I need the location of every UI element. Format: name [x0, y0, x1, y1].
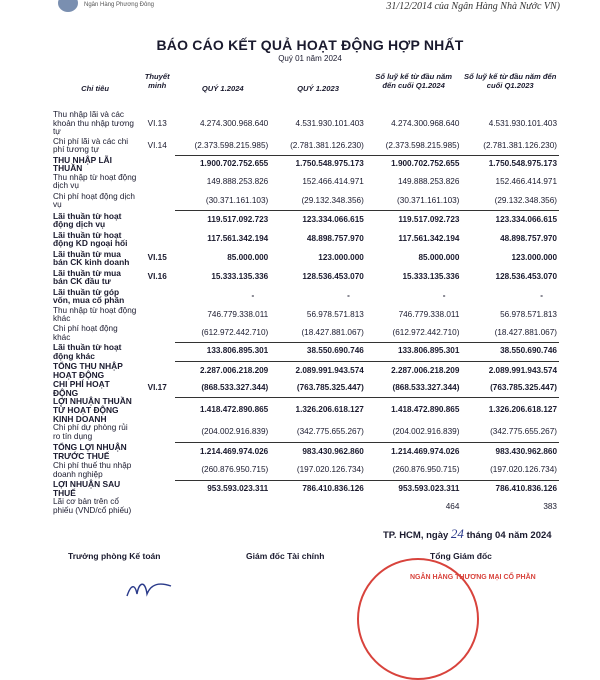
- row-label: Lãi thuần từ mua bán CK kinh doanh: [53, 248, 130, 268]
- row-value-ytd-2023: (29.132.348.356): [494, 195, 557, 205]
- row-value-ytd-2023: 123.334.066.615: [461, 211, 559, 230]
- row-value-ytd-2024: 133.806.895.301: [366, 342, 462, 361]
- row-label: Thu nhập từ hoạt động khác: [53, 305, 137, 324]
- row-label: Chi phí dự phòng rủi ro tín dụng: [53, 423, 128, 441]
- row-value-q1-2023: 1.750.548.975.173: [270, 156, 366, 173]
- signature-scribble-icon: [125, 574, 175, 600]
- signature-finance: Giám đốc Tài chính: [246, 551, 325, 561]
- row-note: VI.15: [147, 253, 167, 263]
- table-row: [51, 497, 559, 516]
- row-note: [139, 342, 175, 361]
- table-row: [51, 268, 559, 287]
- row-note: [139, 287, 175, 306]
- row-value-q1-2024: [175, 497, 270, 516]
- row-value-q1-2024: 15.333.135.336: [211, 272, 269, 282]
- row-value-q1-2024: (2.373.598.215.985): [194, 140, 269, 150]
- row-label: Chi phí thuế thu nhập doanh nghiệp: [53, 461, 132, 479]
- bank-logo: [58, 0, 168, 14]
- report-title: BÁO CÁO KẾT QUẢ HOẠT ĐỘNG HỢP NHẤT: [156, 37, 464, 53]
- row-value-ytd-2023: (342.775.655.267): [490, 427, 557, 437]
- table-row: [51, 156, 559, 173]
- row-value-q1-2023: 152.466.414.971: [302, 177, 364, 187]
- row-value-q1-2024: (204.002.916.839): [201, 427, 269, 437]
- row-value-q1-2023: -: [347, 291, 350, 301]
- column-header-ytd-2023: Số luỹ kế từ đầu năm đến cuối Q1.2023: [464, 72, 557, 90]
- row-label: TỔNG LỢI NHUẬN TRƯỚC THUẾ: [53, 442, 127, 461]
- table-row: [51, 137, 559, 156]
- row-value-ytd-2023: (197.020.126.734): [490, 465, 557, 475]
- row-label: Lãi thuần từ góp vốn, mua cổ phần: [53, 286, 125, 306]
- row-value-ytd-2023: 38.550.690.746: [461, 342, 559, 361]
- regulation-note: 31/12/2014 của Ngân Hàng Nhà Nước VN): [386, 1, 560, 12]
- row-note: [139, 461, 175, 480]
- row-value-ytd-2023: -: [540, 291, 543, 301]
- row-value-ytd-2024: 464: [445, 501, 460, 511]
- row-value-q1-2024: 1.900.702.752.655: [175, 156, 270, 173]
- row-value-q1-2024: 1.418.472.890.865: [175, 397, 270, 423]
- income-statement-table: [51, 73, 559, 516]
- row-value-q1-2024: 2.287.006.218.209: [175, 361, 270, 380]
- row-value-ytd-2024: 1.900.702.752.655: [366, 156, 462, 173]
- table-row: [51, 306, 559, 325]
- row-value-ytd-2023: 983.430.962.860: [461, 442, 559, 461]
- table-row: [51, 249, 559, 268]
- row-value-ytd-2024: (260.876.950.715): [392, 465, 460, 475]
- row-note: [139, 306, 175, 325]
- date-day: 24: [450, 526, 464, 541]
- row-label: CHI PHÍ HOẠT ĐỘNG: [53, 379, 110, 398]
- table-row: [51, 397, 559, 423]
- row-note: [139, 211, 175, 230]
- row-value-ytd-2023: 128.536.453.070: [495, 272, 557, 282]
- row-label: Lãi thuần từ mua bán CK đầu tư: [53, 267, 121, 287]
- row-label: Chi phí hoạt động dịch vụ: [53, 191, 135, 210]
- signature-accounting: Trưởng phòng Kế toán: [68, 551, 161, 561]
- row-label: LỢI NHUẬN THUẦN TỪ HOẠT ĐỘNG KINH DOANH: [53, 396, 132, 424]
- table-row: [51, 325, 559, 342]
- table-row: [51, 287, 559, 306]
- row-value-ytd-2023: (18.427.881.067): [494, 328, 557, 338]
- row-value-q1-2023: (763.785.325.447): [296, 383, 364, 393]
- signature-ceo: Tổng Giám đốc: [430, 551, 492, 561]
- row-value-ytd-2023: (763.785.325.447): [490, 383, 557, 393]
- row-value-q1-2024: 4.274.300.968.640: [199, 118, 269, 128]
- row-label: TỔNG THU NHẬP HOẠT ĐỘNG: [53, 361, 123, 380]
- row-value-ytd-2023: 1.326.206.618.127: [461, 397, 559, 423]
- row-value-ytd-2023: 48.898.757.970: [500, 234, 557, 244]
- row-value-q1-2023: (29.132.348.356): [301, 195, 364, 205]
- row-value-q1-2023: 123.000.000: [318, 253, 364, 263]
- row-value-q1-2024: 119.517.092.723: [175, 211, 270, 230]
- row-value-q1-2023: (18.427.881.067): [301, 328, 364, 338]
- row-value-ytd-2024: 119.517.092.723: [366, 211, 462, 230]
- date-suffix: tháng 04 năm 2024: [466, 530, 552, 541]
- row-value-ytd-2024: 15.333.135.336: [402, 272, 460, 282]
- row-value-q1-2023: (197.020.126.734): [296, 465, 364, 475]
- row-value-q1-2023: [270, 497, 366, 516]
- table-row: [51, 111, 559, 137]
- row-value-ytd-2023: 786.410.836.126: [461, 480, 559, 497]
- row-value-ytd-2023: 56.978.571.813: [500, 310, 557, 320]
- table-row: [51, 211, 559, 230]
- row-value-q1-2023: (2.781.381.126.230): [290, 140, 364, 150]
- row-value-ytd-2024: 746.779.338.011: [398, 310, 460, 320]
- row-label: Lãi thuần từ hoạt động dịch vụ: [53, 210, 122, 230]
- row-value-q1-2023: (342.775.655.267): [296, 427, 364, 437]
- table-header-row: [51, 73, 559, 111]
- row-value-q1-2024: (612.972.442.710): [201, 328, 269, 338]
- row-note: [139, 497, 175, 516]
- row-value-q1-2024: (30.371.161.103): [205, 195, 269, 205]
- row-value-ytd-2024: (868.533.327.344): [392, 383, 460, 393]
- row-value-ytd-2024: 4.274.300.968.640: [391, 118, 460, 128]
- bank-name: Ngân Hàng Phương Đông: [84, 2, 154, 8]
- row-value-q1-2023: 4.531.930.101.403: [295, 118, 364, 128]
- row-value-ytd-2023: 1.750.548.975.173: [461, 156, 559, 173]
- row-note: VI.14: [147, 140, 167, 150]
- row-value-ytd-2024: -: [442, 291, 446, 301]
- row-value-q1-2023: 983.430.962.860: [270, 442, 366, 461]
- table-row: [51, 192, 559, 211]
- row-value-q1-2023: 2.089.991.943.574: [270, 361, 366, 380]
- column-header-note: Thuyết minh: [144, 72, 170, 90]
- row-value-ytd-2023: 152.466.414.971: [495, 177, 557, 187]
- table-body: [51, 111, 559, 516]
- table-row: [51, 173, 559, 192]
- row-value-q1-2024: -: [251, 291, 255, 301]
- row-value-q1-2024: (260.876.950.715): [201, 465, 269, 475]
- row-label: THU NHẬP LÃI THUẦN: [53, 154, 112, 174]
- row-value-q1-2024: 953.593.023.311: [175, 480, 270, 497]
- row-value-q1-2023: 123.334.066.615: [270, 211, 366, 230]
- row-value-q1-2024: 117.561.342.194: [207, 234, 269, 244]
- row-value-ytd-2024: 1.418.472.890.865: [366, 397, 462, 423]
- row-note: [139, 230, 175, 249]
- row-note: [139, 423, 175, 442]
- table-row: [51, 461, 559, 480]
- row-value-ytd-2024: (30.371.161.103): [397, 195, 460, 205]
- row-value-ytd-2023: 4.531.930.101.403: [488, 118, 557, 128]
- row-note: VI.16: [147, 272, 167, 282]
- row-label: Lãi thuần từ hoạt động KD ngoại hối: [53, 229, 128, 249]
- row-note: [139, 325, 175, 342]
- row-value-ytd-2023: 123.000.000: [511, 253, 557, 263]
- row-note: [139, 480, 175, 497]
- row-value-q1-2024: 1.214.469.974.026: [175, 442, 270, 461]
- row-value-q1-2024: (868.533.327.344): [201, 383, 269, 393]
- row-note: [139, 173, 175, 192]
- table-row: [51, 342, 559, 361]
- signing-date: [383, 526, 552, 542]
- table-row: [51, 442, 559, 461]
- row-label: Chi phí lãi và các chi phí tương tự: [53, 136, 129, 155]
- row-label: Thu nhập lãi và các khoản thu nhập tương tự: [53, 110, 134, 137]
- row-label: Chi phí hoạt động khác: [53, 323, 118, 342]
- row-label: Lãi cơ bản trên cổ phiếu (VND/cổ phiếu): [53, 497, 132, 515]
- row-label: Thu nhập từ hoạt động dịch vụ: [53, 172, 137, 191]
- row-value-ytd-2024: 149.888.253.826: [397, 177, 460, 187]
- row-value-ytd-2024: 85.000.000: [418, 253, 460, 263]
- report-subtitle: Quý 01 năm 2024: [278, 54, 342, 63]
- date-prefix: TP. HCM, ngày: [383, 530, 449, 541]
- row-value-q1-2024: 149.888.253.826: [206, 177, 269, 187]
- row-value-q1-2023: 48.898.757.970: [306, 234, 364, 244]
- row-value-q1-2024: 746.779.338.011: [207, 310, 269, 320]
- row-note: [139, 442, 175, 461]
- row-note: VI.13: [147, 118, 167, 128]
- row-value-ytd-2024: 2.287.006.218.209: [366, 361, 462, 380]
- row-value-ytd-2024: (2.373.598.215.985): [385, 140, 460, 150]
- row-value-q1-2023: 38.550.690.746: [270, 342, 366, 361]
- table-row: [51, 230, 559, 249]
- row-label: Lãi thuần từ hoạt động khác: [53, 342, 122, 361]
- column-header-label: Chỉ tiêu: [81, 84, 109, 93]
- row-value-q1-2024: 133.806.895.301: [175, 342, 270, 361]
- row-value-q1-2024: 85.000.000: [227, 253, 269, 263]
- row-value-ytd-2024: 1.214.469.974.026: [366, 442, 462, 461]
- row-value-ytd-2024: (612.972.442.710): [392, 328, 460, 338]
- row-note: [139, 361, 175, 380]
- row-value-q1-2023: 786.410.836.126: [270, 480, 366, 497]
- table-row: [51, 361, 559, 380]
- stamp-text: NGÂN HÀNG THƯƠNG MẠI CỔ PHẦN: [410, 574, 536, 581]
- row-value-q1-2023: 128.536.453.070: [302, 272, 364, 282]
- row-value-ytd-2024: 953.593.023.311: [366, 480, 462, 497]
- column-header-q1-2024: QUÝ 1.2024: [201, 84, 244, 93]
- row-note: [139, 156, 175, 173]
- row-value-ytd-2024: (204.002.916.839): [392, 427, 460, 437]
- row-label: LỢI NHUẬN SAU THUẾ: [53, 479, 121, 498]
- row-value-ytd-2023: (2.781.381.126.230): [483, 140, 557, 150]
- column-header-ytd-2024: Số luỹ kế từ đầu năm đến cuối Q1.2024: [375, 72, 452, 90]
- row-value-ytd-2023: 383: [543, 501, 557, 511]
- table-row: [51, 480, 559, 497]
- table-row: [51, 423, 559, 442]
- table-row: [51, 380, 559, 397]
- row-value-ytd-2024: 117.561.342.194: [398, 234, 460, 244]
- row-value-q1-2023: 1.326.206.618.127: [270, 397, 366, 423]
- row-note: [139, 397, 175, 423]
- row-note: VI.17: [147, 383, 167, 393]
- bank-logo-icon: [58, 0, 78, 12]
- row-value-ytd-2023: 2.089.991.943.574: [461, 361, 559, 380]
- row-note: [139, 192, 175, 211]
- row-value-q1-2023: 56.978.571.813: [306, 310, 364, 320]
- column-header-q1-2023: QUÝ 1.2023: [297, 84, 339, 93]
